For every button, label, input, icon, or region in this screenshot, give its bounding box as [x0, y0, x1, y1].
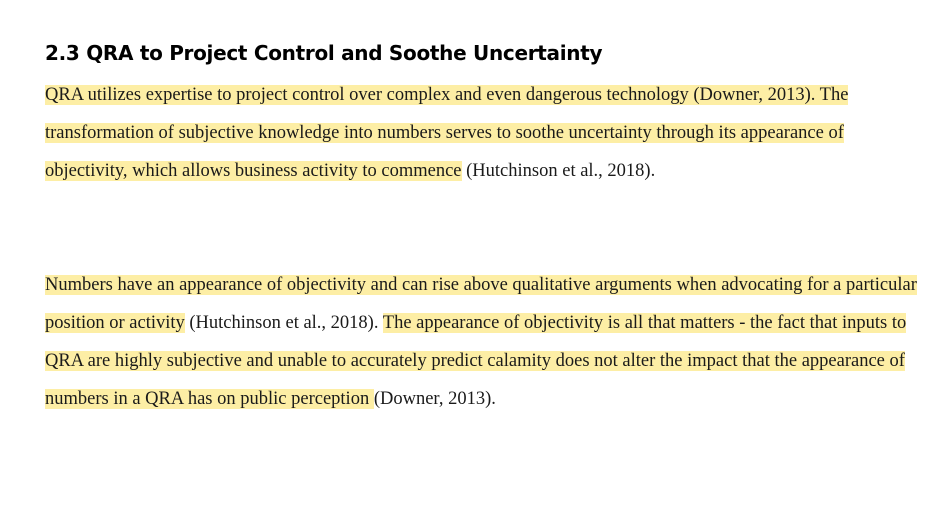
citation-text: (Hutchinson et al., 2018). — [184, 313, 383, 333]
section-heading: 2.3 QRA to Project Control and Soothe Uncertainty — [45, 41, 603, 65]
document-page — [45, 38, 925, 418]
highlighted-text: The appearance of objectivity is all that matters - the fact that inputs to QRA are highly subjective and unable to accurately predict calamity does not alter the impact that the appearance of numbers in a QRA has on public perception — [45, 313, 907, 409]
citation-text: (Hutchinson et al., 2018). — [461, 161, 656, 181]
paragraph-2 — [45, 266, 925, 418]
highlighted-text: QRA utilizes expertise to project control over complex and even dangerous technology (Downer, 2013). The transformation of subjective knowledge into numbers serves to soothe uncertainty through its appearance of objectivity, which allows business activity to commence — [45, 85, 849, 181]
paragraph-1 — [45, 76, 925, 190]
citation-text: (Downer, 2013). — [373, 389, 496, 409]
highlighted-text: Numbers have an appearance of objectivity and can rise above qualitative arguments when advocating for a particular position or activity — [45, 275, 917, 333]
